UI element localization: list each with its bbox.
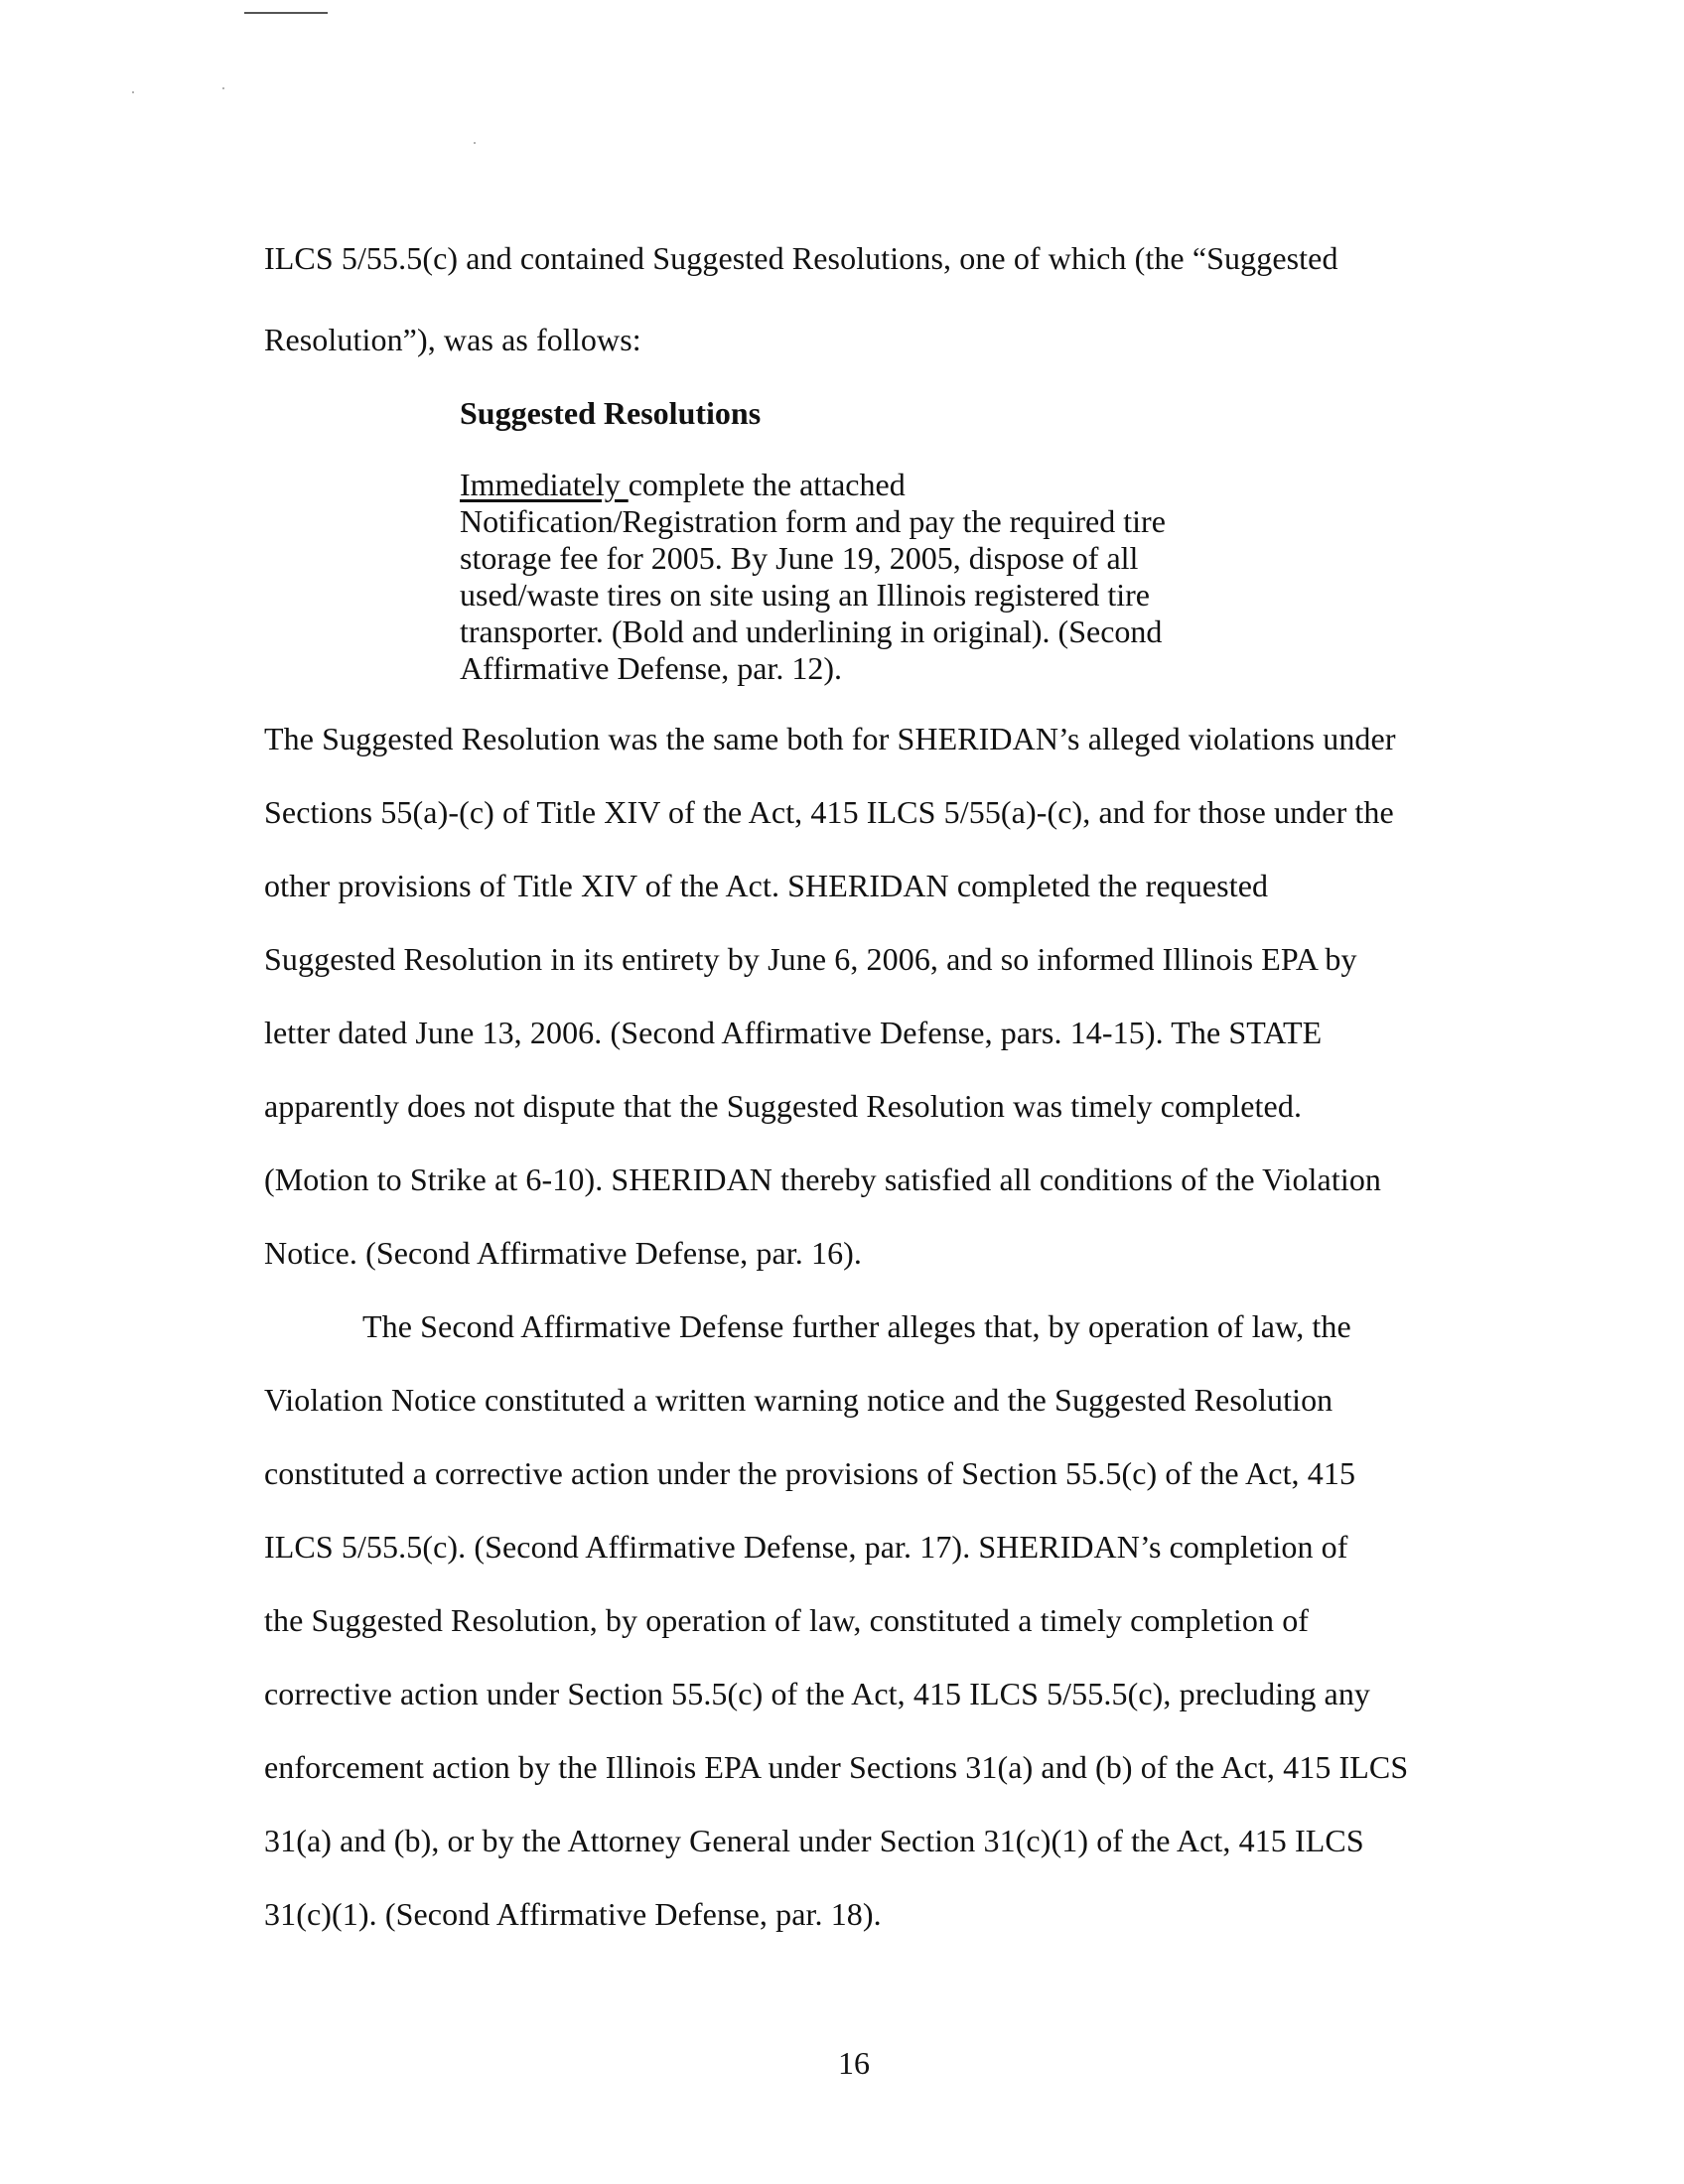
quote-line: used/waste tires on site using an Illinois registered tire xyxy=(460,577,1150,613)
body-line: ILCS 5/55.5(c). (Second Affirmative Defense, par. 17). SHERIDAN’s completion of xyxy=(264,1529,1348,1565)
body-line: 31(c)(1). (Second Affirmative Defense, par. 18). xyxy=(264,1896,882,1932)
body-line: letter dated June 13, 2006. (Second Affirmative Defense, pars. 14-15). The STATE xyxy=(264,1015,1323,1050)
body-line: Notice. (Second Affirmative Defense, par. 16). xyxy=(264,1235,863,1271)
quote-line: Notification/Registration form and pay the required tire xyxy=(460,503,1166,539)
intro-line: ILCS 5/55.5(c) and contained Suggested Resolutions, one of which (the “Suggested xyxy=(264,240,1338,276)
scan-artifact-line xyxy=(244,12,328,14)
underlined-word: Immediately xyxy=(460,467,629,502)
quote-line: storage fee for 2005. By June 19, 2005, dispose of all xyxy=(460,540,1139,576)
body-line: The Second Affirmative Defense further alleges that, by operation of law, the xyxy=(362,1308,1351,1344)
body-line: corrective action under Section 55.5(c) of the Act, 415 ILCS 5/55.5(c), precluding any xyxy=(264,1676,1371,1711)
page-number: 16 xyxy=(838,2045,870,2081)
body-line: constituted a corrective action under the provisions of Section 55.5(c) of the Act, 415 xyxy=(264,1455,1356,1491)
body-line: enforcement action by the Illinois EPA under Sections 31(a) and (b) of the Act, 415 ILCS xyxy=(264,1749,1409,1785)
scan-artifact-dot xyxy=(474,142,476,144)
body-line: the Suggested Resolution, by operation of law, constituted a timely completion of xyxy=(264,1602,1310,1638)
body-line: 31(a) and (b), or by the Attorney General under Section 31(c)(1) of the Act, 415 ILCS xyxy=(264,1823,1364,1858)
quote-heading: Suggested Resolutions xyxy=(460,395,762,431)
scan-artifact-dot xyxy=(222,87,224,89)
body-line: Sections 55(a)-(c) of Title XIV of the Act, 415 ILCS 5/55(a)-(c), and for those under the xyxy=(264,794,1394,830)
body-line: The Suggested Resolution was the same both for SHERIDAN’s alleged violations under xyxy=(264,721,1396,756)
quote-line: Affirmative Defense, par. 12). xyxy=(460,650,843,686)
quote-line-text: complete the attached xyxy=(628,467,906,502)
body-line: apparently does not dispute that the Suggested Resolution was timely completed. xyxy=(264,1088,1303,1124)
quote-line xyxy=(460,467,1244,503)
intro-line: Resolution”), was as follows: xyxy=(264,322,641,357)
quote-line: transporter. (Bold and underlining in original). (Second xyxy=(460,614,1163,649)
body-line: other provisions of Title XIV of the Act. SHERIDAN completed the requested xyxy=(264,868,1269,903)
body-line: (Motion to Strike at 6-10). SHERIDAN thereby satisfied all conditions of the Violation xyxy=(264,1161,1382,1197)
body-line: Violation Notice constituted a written warning notice and the Suggested Resolution xyxy=(264,1382,1333,1418)
block-quote xyxy=(460,467,1244,687)
scan-artifact-dot xyxy=(132,91,134,93)
body-line: Suggested Resolution in its entirety by June 6, 2006, and so informed Illinois EPA by xyxy=(264,941,1357,977)
